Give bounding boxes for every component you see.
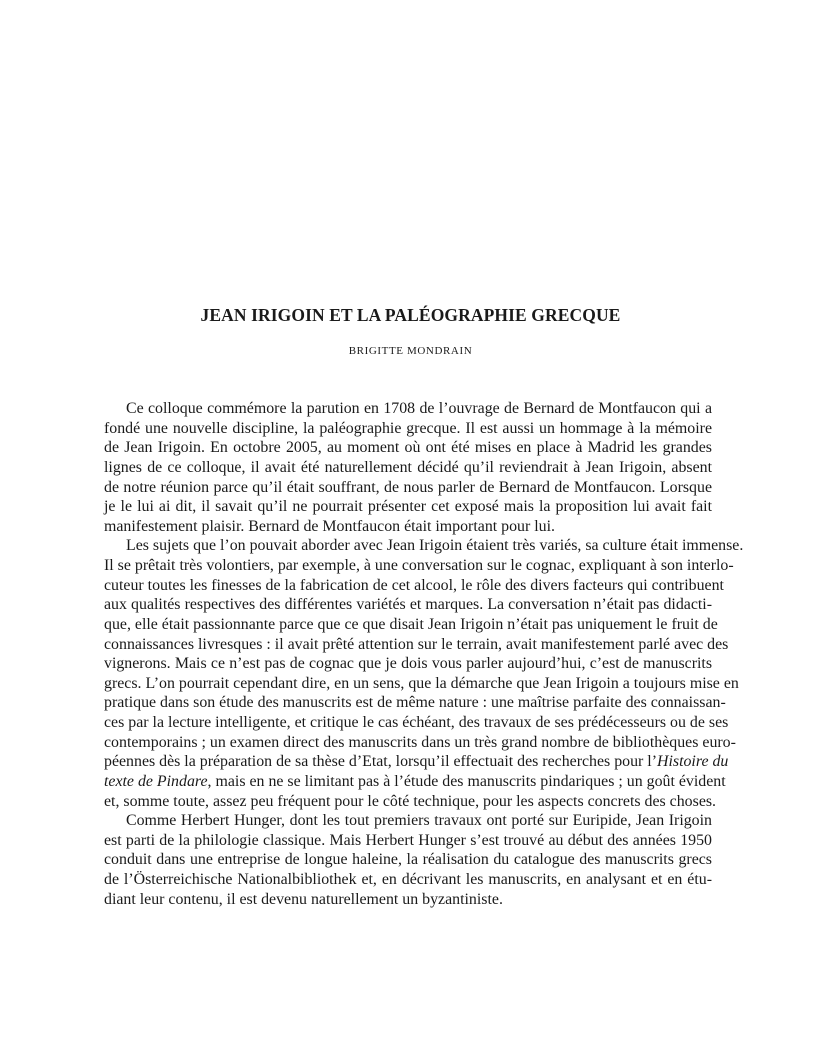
text-line: que, elle était passionnante parce que ce que disait Jean Irigoin n’était pas uniquement le fruit de xyxy=(104,615,718,633)
text-line: lignes de ce colloque, il avait été naturellement décidé qu’il reviendrait à Jean Irigoin, absent xyxy=(104,458,712,476)
text-line: Comme Herbert Hunger, dont les tout premiers travaux ont porté sur Euripide, Jean Irigoin xyxy=(126,812,712,830)
text-line: de Jean Irigoin. En octobre 2005, au moment où ont été mises en place à Madrid les grandes xyxy=(104,439,712,457)
text-line: vignerons. Mais ce n’est pas de cognac que je dois vous parler aujourd’hui, c’est de manuscrits xyxy=(104,655,712,673)
book-title-italic: Histoire du xyxy=(657,753,729,771)
text-line: aux qualités respectives des différentes variétés et marques. La conversation n’était pas didacti- xyxy=(104,596,712,614)
text-line: de l’Österreichische Nationalbibliothek et, en décrivant les manuscrits, en analysant et en étu- xyxy=(104,871,712,888)
text-line: ces par la lecture intelligente, et critique le cas échéant, des travaux de ses prédécesseurs ou de ses xyxy=(104,714,729,731)
article-body xyxy=(104,399,744,909)
text-line: Ce colloque commémore la parution en 1708 de l’ouvrage de Bernard de Montfaucon qui a xyxy=(126,400,712,417)
text-line: contemporains ; un examen direct des manuscrits dans un très grand nombre de bibliothèques euro- xyxy=(104,733,736,751)
paragraph-1 xyxy=(104,399,712,536)
text-line: pratique dans son étude des manuscrits est de même nature : une maîtrise parfaite des connaissan- xyxy=(104,694,726,712)
text-line: connaissances livresques : il avait prêté attention sur le terrain, avait manifestement parlé avec des xyxy=(104,635,729,653)
text-line: manifestement plaisir. Bernard de Montfaucon était important pour lui. xyxy=(104,517,555,535)
text-line: conduit dans une entreprise de longue haleine, la réalisation du catalogue des manuscrits grecs xyxy=(104,851,712,869)
text-line: et, somme toute, assez peu fréquent pour le côté technique, pour les aspects concrets des choses. xyxy=(104,792,717,810)
text-line: est parti de la philologie classique. Mais Herbert Hunger s’est trouvé au début des années 1950 xyxy=(104,831,712,849)
text-segment: péennes dès la préparation de sa thèse d’Etat, lorsqu’il effectuait des recherches pour l’ xyxy=(104,753,657,771)
article-author: BRIGITTE MONDRAIN xyxy=(348,345,473,357)
paragraph-3 xyxy=(104,811,712,909)
text-line: cuteur toutes les finesses de la fabrication de cet alcool, le rôle des divers facteurs qui contribuent xyxy=(104,576,724,594)
paragraph-2 xyxy=(104,536,744,811)
text-line-with-italic xyxy=(104,752,729,772)
text-line: de notre réunion parce qu’il était souffrant, de nous parler de Bernard de Montfaucon. Lorsque xyxy=(104,478,712,496)
book-title-italic: texte de Pindare xyxy=(104,772,208,790)
text-line: diant leur contenu, il est devenu naturellement un byzantiniste. xyxy=(104,890,503,908)
text-line: Les sujets que l’on pouvait aborder avec Jean Irigoin étaient très variés, sa culture était immense. xyxy=(126,537,744,555)
text-line-with-italic xyxy=(104,772,726,792)
article-title: JEAN IRIGOIN ET LA PALÉOGRAPHIE GRECQUE xyxy=(200,305,621,325)
text-segment: , mais en ne se limitant pas à l’étude des manuscrits pindariques ; un goût évident xyxy=(207,772,726,790)
text-line: grecs. L’on pourrait cependant dire, en un sens, que la démarche que Jean Irigoin a toujours mise en xyxy=(104,674,739,692)
text-line: Il se prêtait très volontiers, par exemple, à une conversation sur le cognac, expliquant à son interlo- xyxy=(104,557,734,574)
text-line: fondé une nouvelle discipline, la paléographie grecque. Il est aussi un hommage à la mémoire xyxy=(104,419,712,437)
text-line: je le lui ai dit, il savait qu’il ne pourrait présenter cet exposé mais la proposition lui avait fait xyxy=(104,498,712,516)
